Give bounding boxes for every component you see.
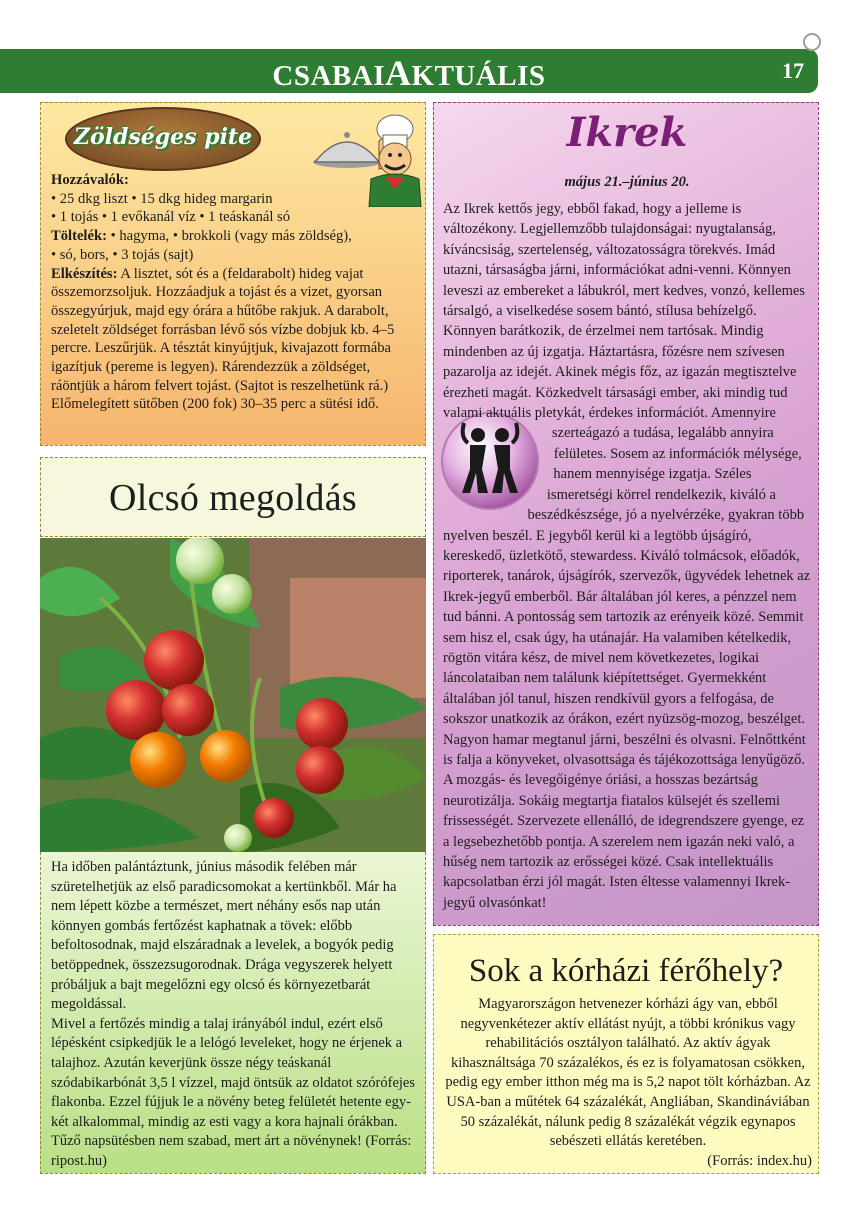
filling-label: Töltelék: bbox=[51, 228, 107, 245]
masthead-rest: KTUÁLIS bbox=[411, 60, 546, 92]
masthead-title bbox=[0, 52, 818, 94]
filling-line: • só, bors, • 3 tojás (sajt) bbox=[51, 246, 194, 263]
filling-line: • hagyma, • brokkoli (vagy más zöldség), bbox=[106, 228, 352, 245]
korhaz-article bbox=[444, 995, 812, 1171]
masthead-prefix: CSABAI bbox=[272, 60, 386, 92]
method-label: Elkészítés: bbox=[51, 265, 118, 282]
tomato-plant-photo bbox=[40, 538, 426, 852]
masthead-initial: A bbox=[385, 53, 412, 93]
method-text: A lisztet, sót és a (feldarabolt) hideg vajat összemorzsoljuk. Hozzáadjuk a tojást és a vizet, gyorsan összegyúrjuk, majd egy órára a hűtőbe rakjuk. A darabolt, szeletelt zöldséget forrásban lévő sós vízbe dobjuk kb. 4–5 percre. Leszűrjük. A tésztát kinyújtjuk, kivajazott formába igazítjuk (pereme is legyen). Rárendezzük a zöldséget, ráöntjük a három felvert tojást. (Sajtot is reszelhetünk rá.) Előmelegített sütőben (200 fok) 30–35 perc a sütési idő. bbox=[51, 265, 395, 413]
ikrek-text-start: Az Ikrek kettős jegy, ebből fakad, hogy a jelleme is változékony. Legjellemzőbb tulajdonságai: nyugtalanság, kíváncsiság, szertelenség, változatosságra törekvés. Imád utazni, társaságba járni, információkat adni-venni. Könnyen leveszi az embereket a lábukról, mert kedves, vonzó, kellemes társalgó, a viselkedése sosem bántó, stílusa behízelgő. Könnyen barátkozik, de érzelmei nem tartósak. Mindig mindenben az új izgatja. Háztartásra, főzésre nem szívesen pazarolja az idejét. Akinek mégis főz, az igazán megtisztelve érezheti magát. Közkedvelt társasági ember, aki mindig tud valami aktuális pletykát, érdekes bbox=[443, 201, 805, 422]
olcso-text-box bbox=[40, 852, 426, 1174]
korhaz-text-box bbox=[433, 993, 819, 1174]
ikrek-title: Ikrek bbox=[566, 109, 688, 156]
page-number: 17 bbox=[782, 58, 804, 83]
recipe-title: Zöldséges pite bbox=[73, 124, 253, 150]
ikrek-text-rest: információt. Amennyire szerteágazó a tudása, legalább annyira felületes. Sosem az információk mélysége, hanem mennyisége izgatja. Széles ismeretségi körrel rendelkezik, kiváló a beszédkészsége, jó a nyelvérzéke, gyakran több nyelven beszél. E jegyből kerül ki a legtöbb újságíró, kereskedő, üzletkötő, stewardess. Kiváló tolmácsok, előadók, riporterek, tanárok, újságírók, szervezők, ügyvédek lehetnek az Ikrek-jegyű emberből. Bár általában jól keres, a pénzzel nem tud bánni. A pontosság sem tartozik az erényeik közé. Semmit sem hisz el, csak úgy, ha utánajár. Ha valamiben kételkedik, rögtön vitára kész, de mivel nem következetes, logikai láncolataiban nem találunk kiépítettséget. Gyermekként általában jól tanul, hiszen rendkívül gyors a felfogása, de sokszor unatkozik az órákon, ezért nyüzsög-mozog, beszélget. Nagyon hamar megtanul járni, beszélni és olvasni. Felnőttként is falja a könyveket, olvasottsága és tájékozottsága lenyűgöző. A mozgás- és levegőigénye óriási, a hosszas bezártság neurotizálja. Sokáig megtartja fiatalos külsejét és szellemi frissességét. Szervezete ellenálló, de idegrendszere gyenge, ez a legsebezhetőbb pontja. A szerelem nem igazán neki való, a hűség nem tartozik az erősségei közé. Csak intellektuális kapcsolatban érzi jól magát. Isten éltesse valamennyi Ikrek-jegyű olvasónkat! bbox=[443, 405, 811, 911]
ingredients-line: • 25 dkg liszt • 15 dkg hideg margarin bbox=[51, 190, 273, 207]
ikrek-article bbox=[443, 199, 813, 913]
korhaz-source: (Forrás: index.hu) bbox=[707, 1152, 812, 1169]
recipe-box bbox=[40, 102, 426, 446]
olcso-paragraph: Ha időben palántáztunk, június második felében már szüretelhetjük az első paradicsomokat a kertünkből. Már ha nem lépett közbe a természet, mert néhány esős nap után könnyen gombás fertőzést kaphatnak a tövek: előbb befoltosodnak, majd elszáradnak a levelek, a bogyók pedig betöppednek, összezsugorodnak. Drága vegyszerek helyett próbáljuk a bajt megelőzni egy olcsó és környezetbarát megoldással. bbox=[51, 859, 397, 1013]
korhaz-paragraph: Magyarországon hetvenezer kórházi ágy van, ebből negyvenkétezer aktív ellátást nyújt, a többi krónikus vagy rehabilitációs osztályon található. Az aktív ágyak kihasználtsága 70 százalékos, és ez is folyamatosan csökken, pedig egy ember itthon még ma is 5,2 napot tölt kórházban. Az USA-ban a műtétek 64 százalékát, Angliában, Skandináviában 50 százalékát, nálunk pedig 8 százalékát végzik egynapos sebészeti ellátás keretében. bbox=[445, 996, 811, 1150]
ingredients-label: Hozzávalók: bbox=[51, 172, 129, 188]
ikrek-horoscope-box bbox=[433, 102, 819, 926]
olcso-heading-box bbox=[40, 457, 426, 537]
olcso-article bbox=[51, 858, 419, 1172]
recipe-title-badge bbox=[65, 107, 261, 171]
olcso-paragraph: Mivel a fertőzés mindig a talaj irányából indul, ezért első lépésként csipkedjük le a lelógó leveleket, hogy ne érjenek a talajhoz. Azután keverjünk össze négy teáskanál szódabikarbónát 3,5 l vízzel, majd öntsük az oldatot szórófejes flakonba. Ezzel fújjuk le a növény beteg felületét hetente egy-két alkalommal, mindig az esti vagy a kora hajnali órákban. Tűző napsütésben nem szabad, mert árt a növénynek! (Forrás: ripost.hu) bbox=[51, 1015, 416, 1169]
olcso-heading: Olcsó megoldás bbox=[109, 477, 357, 519]
ikrek-date: május 21.–június 20. bbox=[564, 174, 690, 190]
korhaz-heading: Sok a kórházi férőhely? bbox=[468, 953, 784, 989]
recipe-text bbox=[51, 171, 419, 414]
gemini-twins-icon bbox=[434, 409, 546, 513]
ingredients-line: • 1 tojás • 1 evőkanál víz • 1 teáskanál só bbox=[51, 209, 291, 226]
swirl-ornament-icon bbox=[803, 33, 821, 51]
